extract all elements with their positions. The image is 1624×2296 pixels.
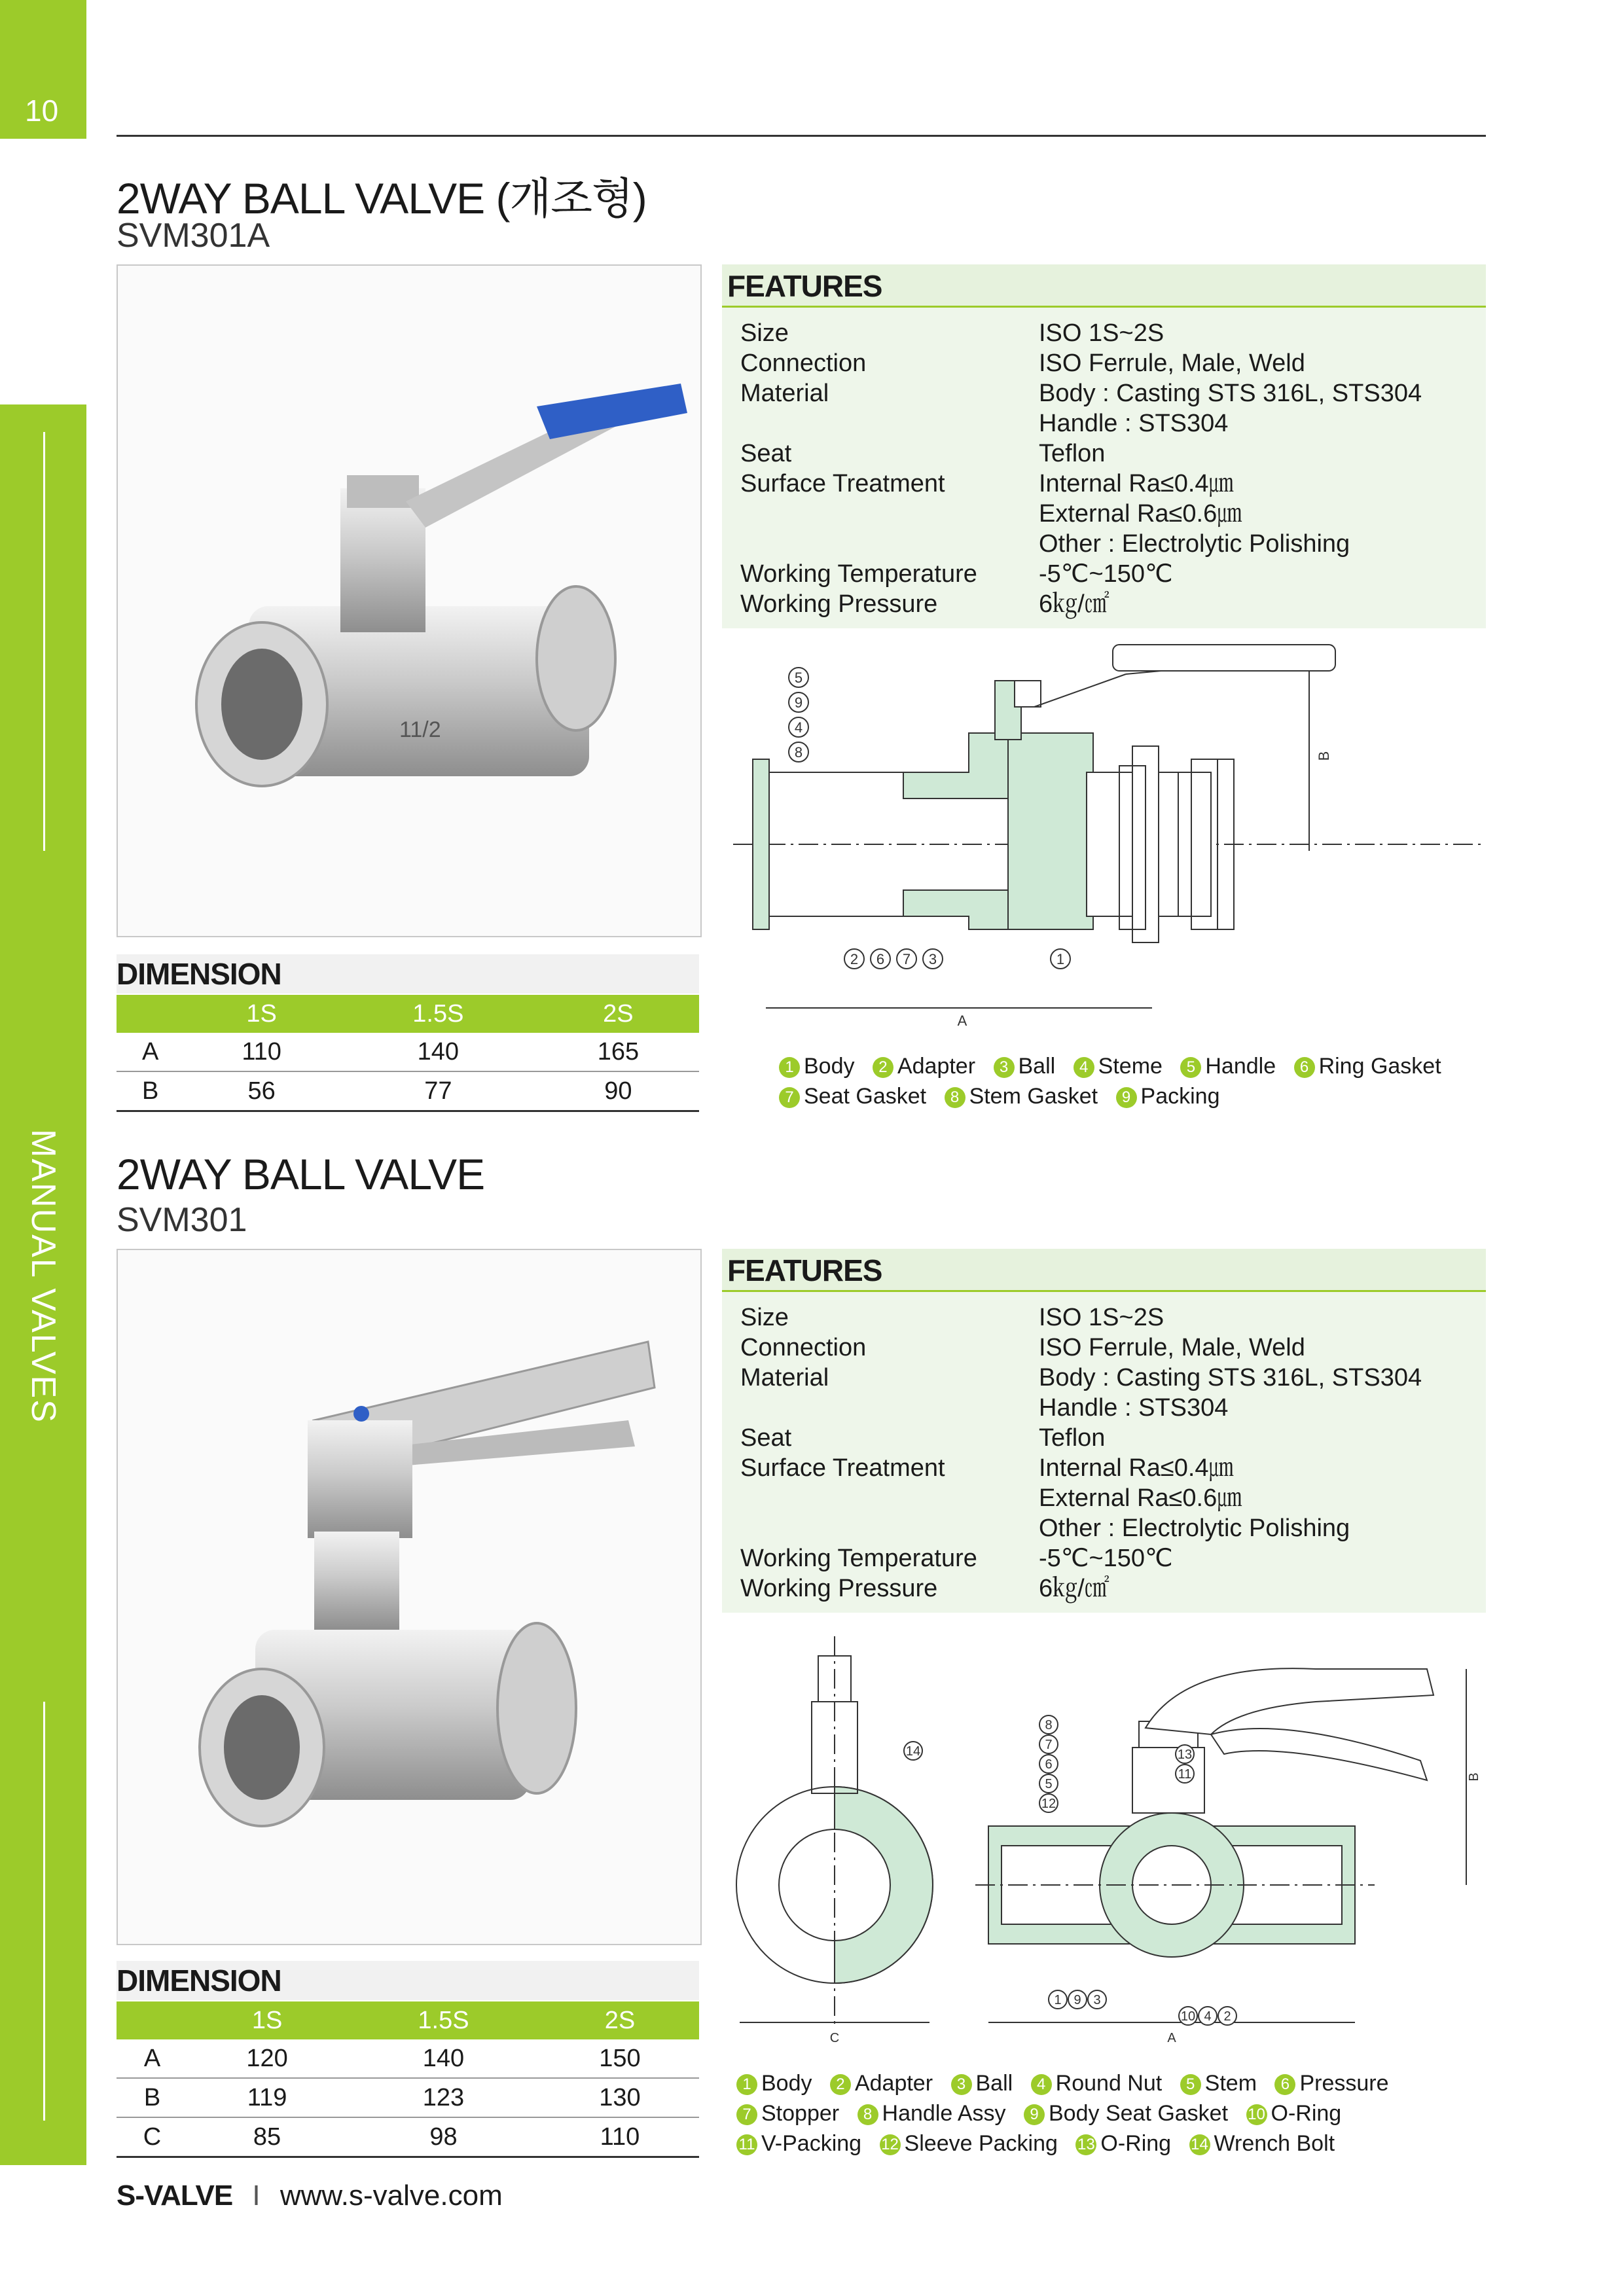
- part-number-badge: 3: [951, 2074, 972, 2095]
- feature-value: -5℃~150℃: [1039, 1545, 1173, 1572]
- section2-dimension-b-label: B: [1467, 1772, 1481, 1782]
- cell: 98: [346, 2117, 541, 2157]
- cell: 85: [188, 2117, 346, 2157]
- part-name: Seat Gasket: [804, 1084, 927, 1109]
- part-number-badge: 2: [830, 2074, 851, 2095]
- part-number-badge: 14: [1189, 2134, 1210, 2155]
- part-legend-item: [951, 2071, 1013, 2096]
- page-number: 10: [25, 94, 59, 128]
- col-header: 1.5S: [339, 995, 537, 1033]
- feature-value: Teflon: [1039, 1424, 1106, 1452]
- part-legend-item: [873, 1054, 975, 1079]
- feature-value: Other : Electrolytic Polishing: [1039, 530, 1350, 558]
- section2-callout: 10: [1180, 2009, 1196, 2024]
- feature-row: [722, 589, 1486, 619]
- part-legend-item: [1246, 2101, 1342, 2126]
- section2-callout: 3: [1093, 1993, 1101, 2007]
- col-header: [117, 2001, 188, 2039]
- part-legend-item: [945, 1084, 1098, 1109]
- part-number-badge: 6: [1294, 1057, 1315, 1078]
- part-number-badge: 3: [994, 1057, 1015, 1078]
- section2-callout: 11: [1178, 1767, 1192, 1782]
- section1-callout: 1: [1056, 951, 1065, 967]
- side-divider-top: [43, 432, 45, 851]
- part-number-badge: 7: [736, 2104, 757, 2125]
- section2-callout: 6: [1045, 1757, 1053, 1772]
- feature-value: External Ra≤0.6㎛: [1039, 500, 1242, 528]
- part-name: Pressure: [1299, 2071, 1389, 2096]
- part-legend-item: [830, 2071, 933, 2096]
- cell: 120: [188, 2039, 346, 2078]
- part-legend-item: [880, 2131, 1058, 2156]
- part-name: Stem: [1204, 2071, 1257, 2096]
- col-header: 1S: [188, 2001, 346, 2039]
- row-label: A: [117, 2039, 188, 2078]
- footer: [117, 2179, 503, 2212]
- part-name: Handle Assy: [882, 2101, 1006, 2126]
- part-legend-item: [779, 1084, 926, 1109]
- feature-value: -5℃~150℃: [1039, 560, 1173, 588]
- cell: 150: [541, 2039, 699, 2078]
- footer-url[interactable]: www.s-valve.com: [280, 2179, 503, 2212]
- feature-value: External Ra≤0.6㎛: [1039, 1484, 1242, 1512]
- feature-key: [722, 1513, 1039, 1543]
- part-number-badge: 4: [1074, 1057, 1094, 1078]
- section2-product-photo: [117, 1249, 702, 1945]
- feature-row: [722, 1453, 1486, 1483]
- section2-dimension-heading: DIMENSION: [117, 1961, 699, 2000]
- section2-dimension-a-label: A: [1167, 2031, 1176, 2045]
- feature-key: Working Temperature: [740, 560, 977, 588]
- feature-row: [722, 1543, 1486, 1573]
- section1-callout: 3: [928, 951, 937, 967]
- cell: 130: [541, 2078, 699, 2117]
- feature-key: [722, 1483, 1039, 1513]
- feature-row: [722, 1483, 1486, 1513]
- section2-features-heading: FEATURES: [722, 1249, 1486, 1292]
- side-divider-bottom: [43, 1702, 45, 2121]
- part-name: Round Nut: [1055, 2071, 1163, 2096]
- part-legend-item: [736, 2071, 812, 2096]
- feature-key: Size: [740, 1304, 789, 1331]
- feature-value: Handle : STS304: [1039, 410, 1229, 437]
- feature-row: [722, 1302, 1486, 1333]
- section2-callout: 1: [1054, 1993, 1062, 2007]
- part-legend-item: [1294, 1054, 1441, 1079]
- feature-value: ISO 1S~2S: [1039, 1304, 1164, 1331]
- cell: 110: [184, 1033, 339, 1071]
- part-number-badge: 1: [779, 1057, 800, 1078]
- part-number-badge: 1: [736, 2074, 757, 2095]
- part-number-badge: 6: [1274, 2074, 1295, 2095]
- feature-key: Working Temperature: [740, 1545, 977, 1572]
- feature-value: Other : Electrolytic Polishing: [1039, 1515, 1350, 1542]
- cell: 56: [184, 1071, 339, 1111]
- cell: 90: [537, 1071, 699, 1111]
- feature-row: [722, 1423, 1486, 1453]
- feature-key: Working Pressure: [740, 1575, 938, 1602]
- section1-callout: 4: [794, 719, 803, 736]
- section2-callout: 13: [1177, 1748, 1193, 1762]
- part-number-badge: 5: [1180, 2074, 1201, 2095]
- part-legend-item: [779, 1054, 855, 1079]
- part-name: Ring Gasket: [1318, 1054, 1441, 1079]
- part-legend-item: [1180, 1054, 1276, 1079]
- feature-value: ISO Ferrule, Male, Weld: [1039, 1334, 1305, 1361]
- feature-row: [722, 439, 1486, 469]
- part-number-badge: 5: [1180, 1057, 1201, 1078]
- col-header: 2S: [537, 995, 699, 1033]
- part-name: Ball: [975, 2071, 1013, 2096]
- part-name: V-Packing: [761, 2131, 862, 2156]
- part-legend-item: [1116, 1084, 1220, 1109]
- part-name: O-Ring: [1100, 2131, 1172, 2156]
- section1-parts-legend: [779, 1051, 1473, 1111]
- part-name: Stopper: [761, 2101, 840, 2126]
- cell: 123: [346, 2078, 541, 2117]
- row-label: B: [117, 1071, 184, 1111]
- part-legend-item: [857, 2101, 1006, 2126]
- footer-separator: I: [252, 2179, 261, 2212]
- table-row: [117, 1033, 699, 1071]
- part-legend-item: [1031, 2071, 1163, 2096]
- section1-title: 2WAY BALL VALVE (개조형): [117, 174, 647, 223]
- table-row: [117, 2117, 699, 2157]
- feature-key: [722, 499, 1039, 529]
- part-legend-item: [1274, 2071, 1388, 2096]
- section1-features-heading: FEATURES: [722, 264, 1486, 308]
- feature-key: Material: [740, 380, 829, 407]
- feature-key: Seat: [740, 440, 792, 467]
- section2-callout: 8: [1045, 1718, 1053, 1732]
- feature-row: [722, 1393, 1486, 1423]
- feature-value: Body : Casting STS 316L, STS304: [1039, 1364, 1422, 1391]
- feature-row: [722, 469, 1486, 499]
- part-number-badge: 9: [1116, 1087, 1137, 1108]
- section1-dimension-table: [117, 995, 699, 1112]
- part-name: Packing: [1140, 1084, 1220, 1109]
- section1-cross-section-diagram: [733, 641, 1486, 1041]
- part-name: Body Seat Gasket: [1049, 2101, 1229, 2126]
- part-number-badge: 8: [945, 1087, 965, 1108]
- part-number-badge: 8: [857, 2104, 878, 2125]
- feature-row: [722, 318, 1486, 348]
- part-name: Handle: [1205, 1054, 1276, 1079]
- part-legend-item: [1189, 2131, 1335, 2156]
- part-name: Adapter: [897, 1054, 976, 1079]
- section1-callout: 7: [902, 951, 911, 967]
- cell: 140: [346, 2039, 541, 2078]
- part-number-badge: 10: [1246, 2104, 1267, 2125]
- section2-dimension-table: [117, 2001, 699, 2158]
- feature-value: 6㎏/㎠: [1039, 590, 1110, 618]
- feature-key: Connection: [740, 1334, 867, 1361]
- section1-callout: 5: [794, 670, 803, 686]
- col-header: 2S: [541, 2001, 699, 2039]
- header-rule: [117, 135, 1486, 137]
- part-legend-item: [994, 1054, 1056, 1079]
- part-number-badge: 12: [880, 2134, 901, 2155]
- section2-callout: 7: [1045, 1738, 1053, 1752]
- section2-features-list: [722, 1292, 1486, 1613]
- footer-brand: S-VALVE: [117, 2179, 233, 2212]
- section1-dimension-heading: DIMENSION: [117, 954, 699, 994]
- part-name: Ball: [1018, 1054, 1056, 1079]
- section1-product-photo: [117, 264, 702, 937]
- feature-value: Body : Casting STS 316L, STS304: [1039, 380, 1422, 407]
- part-name: Adapter: [854, 2071, 933, 2096]
- cell: 77: [339, 1071, 537, 1111]
- section2-callout: 4: [1204, 2009, 1212, 2024]
- part-name: Stem Gasket: [969, 1084, 1098, 1109]
- section1-model: SVM301A: [117, 217, 270, 255]
- feature-value: Handle : STS304: [1039, 1394, 1229, 1422]
- section2-callout: 14: [905, 1744, 921, 1759]
- col-header: 1S: [184, 995, 339, 1033]
- feature-value: Internal Ra≤0.4㎛: [1039, 1454, 1234, 1482]
- section1-features-list: [722, 308, 1486, 628]
- part-name: Body: [804, 1054, 855, 1079]
- feature-value: ISO Ferrule, Male, Weld: [1039, 350, 1305, 377]
- feature-key: Size: [740, 319, 789, 347]
- cell: 119: [188, 2078, 346, 2117]
- feature-value: ISO 1S~2S: [1039, 319, 1164, 347]
- feature-row: [722, 378, 1486, 408]
- part-name: O-Ring: [1271, 2101, 1342, 2126]
- section2-model: SVM301: [117, 1201, 247, 1239]
- section2-callout: 12: [1041, 1797, 1056, 1811]
- part-legend-item: [1075, 2131, 1171, 2156]
- feature-key: Connection: [740, 350, 867, 377]
- part-name: Sleeve Packing: [904, 2131, 1058, 2156]
- row-label: A: [117, 1033, 184, 1071]
- part-number-badge: 7: [779, 1087, 800, 1108]
- part-name: Steme: [1098, 1054, 1163, 1079]
- cell: 140: [339, 1033, 537, 1071]
- feature-value: 6㎏/㎠: [1039, 1575, 1110, 1602]
- feature-key: Working Pressure: [740, 590, 938, 618]
- feature-row: [722, 408, 1486, 439]
- cell: 110: [541, 2117, 699, 2157]
- section2-callout: 2: [1223, 2009, 1231, 2024]
- feature-key: [722, 1393, 1039, 1423]
- col-header: [117, 995, 184, 1033]
- cell: 165: [537, 1033, 699, 1071]
- table-row: [117, 2078, 699, 2117]
- part-number-badge: 9: [1024, 2104, 1045, 2125]
- col-header: 1.5S: [346, 2001, 541, 2039]
- feature-row: [722, 1513, 1486, 1543]
- section1-callout: 9: [794, 694, 803, 711]
- feature-row: [722, 348, 1486, 378]
- section1-callout: 8: [794, 744, 803, 761]
- table-row: [117, 1071, 699, 1111]
- feature-row: [722, 1363, 1486, 1393]
- feature-value: Teflon: [1039, 440, 1106, 467]
- feature-value: Internal Ra≤0.4㎛: [1039, 470, 1234, 497]
- part-name: Body: [761, 2071, 812, 2096]
- feature-row: [722, 1333, 1486, 1363]
- side-category-label: MANUAL VALVES: [24, 1129, 62, 1424]
- svg-text:11/2: 11/2: [399, 717, 441, 742]
- section2-parts-legend: [736, 2068, 1476, 2159]
- feature-key: Seat: [740, 1424, 792, 1452]
- part-legend-item: [1074, 1054, 1163, 1079]
- part-number-badge: 13: [1075, 2134, 1096, 2155]
- feature-key: Material: [740, 1364, 829, 1391]
- section2-title: 2WAY BALL VALVE: [117, 1150, 485, 1198]
- section1-dimension-b-label: B: [1316, 751, 1332, 761]
- row-label: C: [117, 2117, 188, 2157]
- part-name: Wrench Bolt: [1214, 2131, 1335, 2156]
- part-legend-item: [1024, 2101, 1228, 2126]
- part-legend-item: [736, 2101, 839, 2126]
- part-number-badge: 4: [1031, 2074, 1052, 2095]
- feature-row: [722, 529, 1486, 559]
- feature-row: [722, 499, 1486, 529]
- feature-row: [722, 559, 1486, 589]
- table-row: [117, 2039, 699, 2078]
- section2-cross-section-diagram: [727, 1636, 1486, 2055]
- feature-key: [722, 529, 1039, 559]
- section1-callout: 2: [850, 951, 859, 967]
- part-number-badge: 11: [736, 2134, 757, 2155]
- feature-key: Surface Treatment: [740, 470, 945, 497]
- section1-dimension-a-label: A: [957, 1013, 967, 1029]
- section2-dimension-c-label: C: [829, 2031, 840, 2045]
- feature-key: Surface Treatment: [740, 1454, 945, 1482]
- part-legend-item: [736, 2131, 861, 2156]
- row-label: B: [117, 2078, 188, 2117]
- feature-key: [722, 408, 1039, 439]
- section2-callout: 9: [1074, 1993, 1081, 2007]
- section2-callout: 5: [1045, 1777, 1053, 1791]
- feature-row: [722, 1573, 1486, 1604]
- section1-callout: 6: [876, 951, 885, 967]
- part-number-badge: 2: [873, 1057, 893, 1078]
- part-legend-item: [1180, 2071, 1257, 2096]
